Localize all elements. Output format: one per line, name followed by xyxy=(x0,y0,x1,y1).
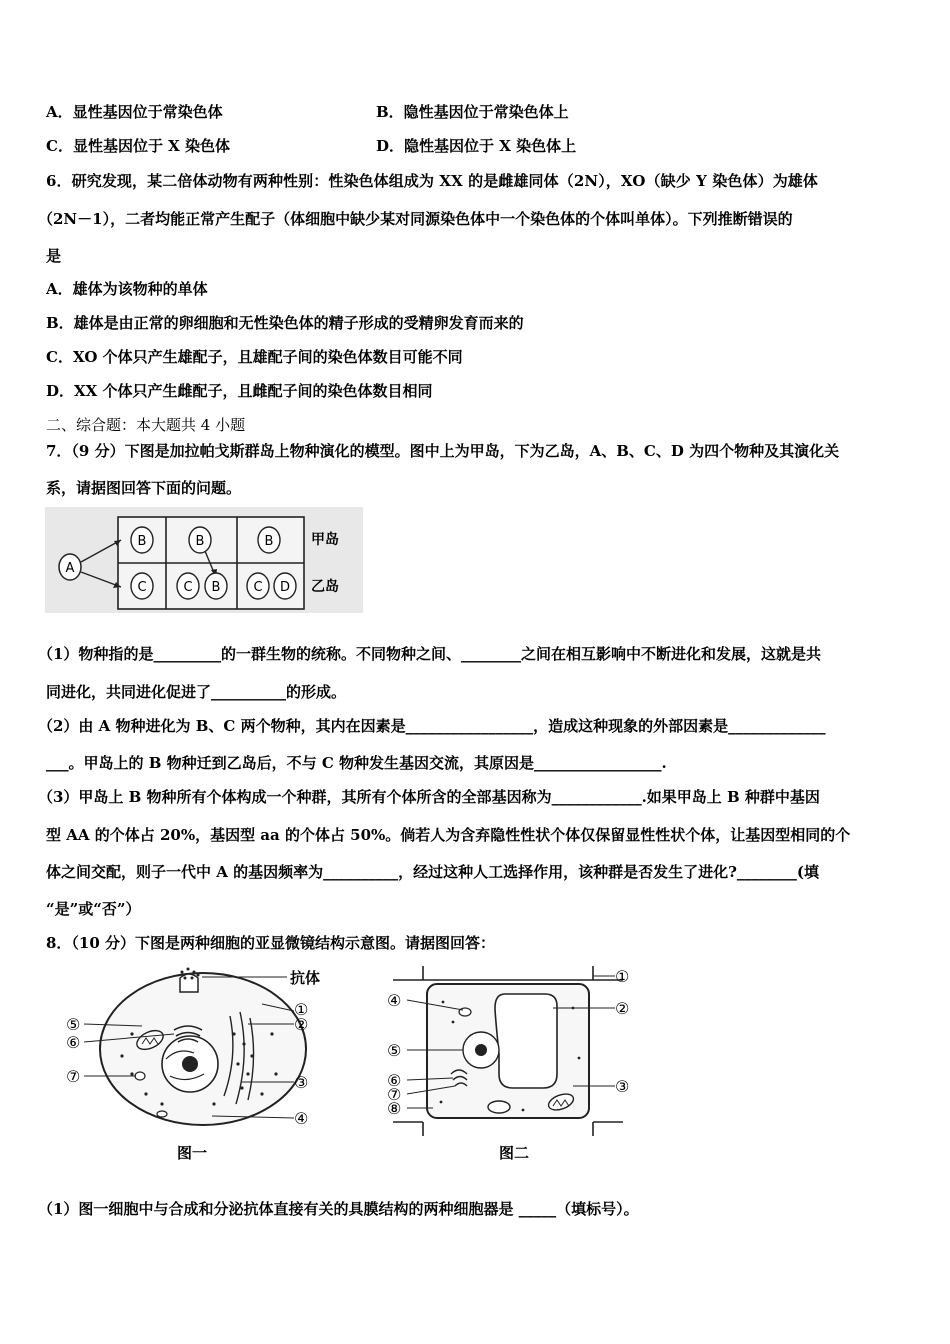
island-evolution-figure xyxy=(45,507,363,613)
fig1-label-3: ③ xyxy=(294,1073,309,1092)
q6-option-c: C．XO 个体只产生雄配子，且雄配子间的染色体数目可能不同 xyxy=(46,348,463,366)
q7-part3-line2: 型 AA 的个体占 20%，基因型 aa 的个体占 50%。倘若人为含弃隐性性状个体仅保留显性性状个体，让基因型相同的个 xyxy=(46,826,851,844)
q5-option-c: C．显性基因位于 X 染色体 xyxy=(46,137,231,155)
plant-cell-figure xyxy=(383,962,643,1170)
q7-part2-line2: ___。甲岛上的 B 物种迁到乙岛后，不与 C 物种发生基因交流，其原因是_________________. xyxy=(46,754,667,772)
q7-stem-line2: 系，请据图回答下面的问题。 xyxy=(46,479,242,497)
q6-stem-line1: 6．研究发现，某二倍体动物有两种性别：性染色体组成为 XX 的是雌雄同体（2N），XO（缺少 Y 染色体）为雄体 xyxy=(46,172,819,190)
fig2-label-3: ③ xyxy=(615,1077,630,1096)
q8-part1: （1）图一细胞中与合成和分泌抗体直接有关的具膜结构的两种细胞器是 _____（填标号）。 xyxy=(38,1200,639,1218)
fig2-label-1: ① xyxy=(615,967,630,986)
top-species-1-label: B xyxy=(137,534,147,549)
q5-option-a: A．显性基因位于常染色体 xyxy=(46,103,223,121)
species-a-label: A xyxy=(65,561,75,576)
fig2-label-5: ⑤ xyxy=(387,1041,402,1060)
fig2-label-7: ⑦ xyxy=(387,1085,402,1104)
island-yi-label: 乙岛 xyxy=(311,579,339,595)
antibody-label: 抗体 xyxy=(290,969,321,987)
q7-part1-line2: 同进化，共同进化促进了__________的形成。 xyxy=(46,683,347,701)
fig1-label-6: ⑥ xyxy=(66,1033,81,1052)
bottom-species-3-label: B xyxy=(211,580,221,595)
q7-part2-line1: （2）由 A 物种进化为 B、C 两个物种，其内在因素是_________________，造成这种现象的外部因素是_____________ xyxy=(38,717,826,735)
q7-part3-line4: “是”或“否”） xyxy=(46,900,141,918)
bottom-species-5-label: D xyxy=(279,580,291,595)
q7-part1-line1: （1）物种指的是_________的一群生物的统称。不同物种之间、________之间在相互影响中不断进化和发展，这就是共 xyxy=(38,645,821,663)
bottom-species-1-label: C xyxy=(137,580,147,595)
q6-stem-line3: 是 xyxy=(46,247,62,265)
vacuole xyxy=(495,994,557,1088)
q6-option-b: B．雄体是由正常的卵细胞和无性染色体的精子形成的受精卵发育而来的 xyxy=(46,314,524,332)
fig1-caption: 图一 xyxy=(177,1144,208,1162)
fig1-label-4: ④ xyxy=(294,1109,309,1128)
fig1-label-1: ① xyxy=(294,1000,309,1019)
fig1-label-7: ⑦ xyxy=(66,1067,81,1086)
fig1-label-5: ⑤ xyxy=(66,1015,81,1034)
fig2-label-8: ⑧ xyxy=(387,1099,402,1118)
q5-option-b: B．隐性基因位于常染色体上 xyxy=(376,103,569,121)
q6-option-d: D．XX 个体只产生雌配子，且雌配子间的染色体数目相同 xyxy=(46,382,433,400)
fig1-label-2: ② xyxy=(294,1015,309,1034)
top-species-3-label: B xyxy=(264,534,274,549)
q8-stem-line1: 8．（10 分）下图是两种细胞的亚显微镜结构示意图。请据图回答： xyxy=(46,934,496,952)
q7-part3-line1: （3）甲岛上 B 物种所有个体构成一个种群，其所有个体所含的全部基因称为____________.如果甲岛上 B 种群中基因 xyxy=(38,788,820,806)
fig2-label-6: ⑥ xyxy=(387,1071,402,1090)
q6-stem-line2: （2N－1），二者均能正常产生配子（体细胞中缺少某对同源染色体中一个染色体的个体叫单体）。下列推断错误的 xyxy=(38,210,793,228)
island-jia-label: 甲岛 xyxy=(311,532,339,548)
top-species-2-label: B xyxy=(195,534,205,549)
fig2-label-2: ② xyxy=(615,999,630,1018)
fig2-label-4: ④ xyxy=(387,991,402,1010)
q6-option-a: A．雄体为该物种的单体 xyxy=(46,280,208,298)
bottom-species-2-label: C xyxy=(183,580,193,595)
animal-cell-figure xyxy=(62,964,352,1170)
q5-option-d: D．隐性基因位于 X 染色体上 xyxy=(376,137,577,155)
bottom-species-4-label: C xyxy=(253,580,263,595)
fig2-caption: 图二 xyxy=(499,1144,530,1162)
section-heading: 二、综合题：本大题共 4 小题 xyxy=(46,416,246,434)
q7-stem-line1: 7．（9 分）下图是加拉帕戈斯群岛上物种演化的模型。图中上为甲岛，下为乙岛，A、B、C、D 为四个物种及其演化关 xyxy=(46,442,840,460)
plant-mitochondrion xyxy=(488,1101,510,1113)
q7-part3-line3: 体之间交配，则子一代中 A 的基因频率为__________，经过这种人工选择作用，该种群是否发生了进化?________(填 xyxy=(46,863,819,881)
